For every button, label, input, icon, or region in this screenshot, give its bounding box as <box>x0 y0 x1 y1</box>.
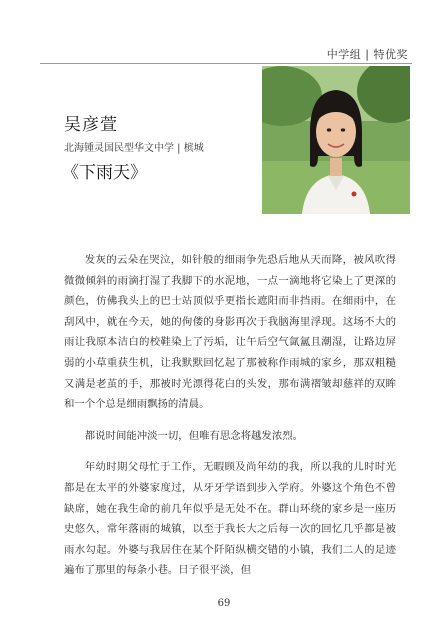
essay-title: 《下雨天》 <box>62 163 147 183</box>
author-photo <box>262 66 410 214</box>
award-category: 中学组 | 特优奖 <box>326 48 408 61</box>
header-divider <box>40 63 412 64</box>
essay-paragraph: 都说时间能冲淡一切，但唯有思念将越发浓烈。 <box>84 429 303 442</box>
essay-paragraph: 发灰的云朵在哭泣，如针般的细雨争先恐后地从天而降，被风吹得微微倾斜的雨滴打湿了我脚下的水泥地，一点一滴地将它染上了更深的颜色，仿佛我头上的巴士站顶似乎更指长遮阳而非挡雨。在细雨中，在刮风中，就在今天，她的佝偻的身影再次于我脑海里浮现。这场不大的雨让我原本洁白的校鞋染上了污垢，让午后空气氤氲且潮湿，让路边屏弱的小草重获生机，让我默默回忆起了那被称作雨城的家乡，那双粗糙又满是老茧的手，那被时光漂得花白的头发，那布满褶皱却慈祥的双眸和一个个总是细雨飘扬的清晨。 <box>64 254 396 411</box>
author-name: 吴彦萱 <box>64 115 118 135</box>
author-school: 北海锺灵国民型华文中学 | 槟城 <box>64 143 204 154</box>
essay-body <box>64 250 396 592</box>
page-number: 69 <box>217 598 231 609</box>
essay-paragraph: 年幼时期父母忙于工作，无暇顾及尚年幼的我，所以我的儿时时光都是在太平的外婆家度过，从牙牙学语到步入学府。外婆这个角色不曾缺席，她在我生命的前几年似乎是无处不在。群山环绕的家乡是一座历史悠久，常年落雨的城镇，以至于我长大之后每一次的回忆几乎都是被雨水勾起。外婆与我居住在某个阡陌纵横交错的小镇，我们二人的足迹遍布了那里的每条小巷。日子很平淡，但 <box>64 461 396 577</box>
